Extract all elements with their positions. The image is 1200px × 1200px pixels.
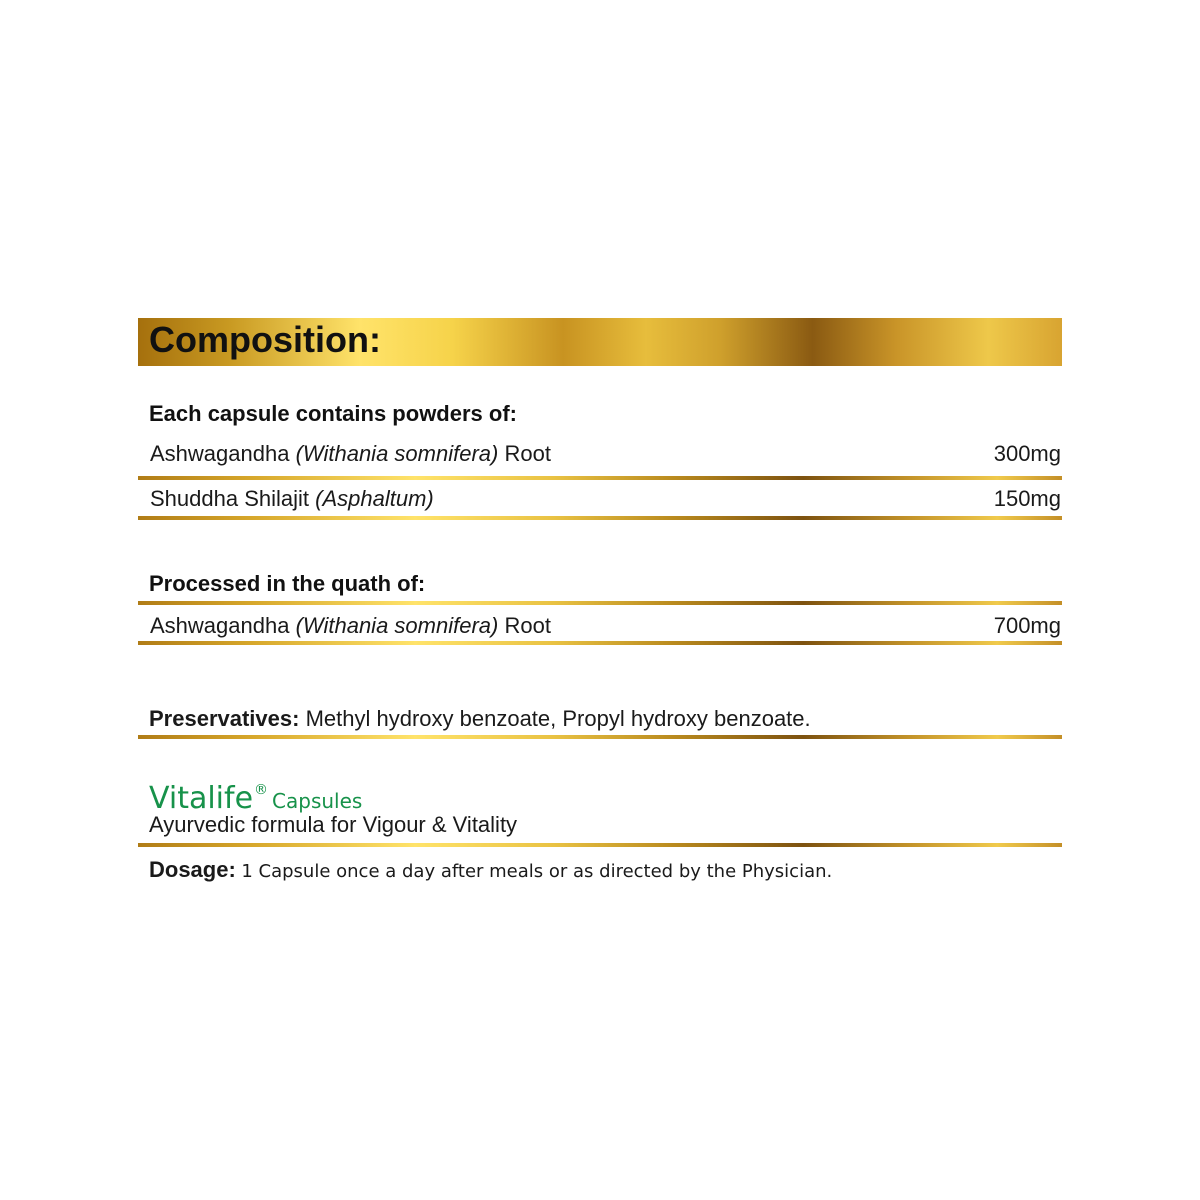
row-divider (138, 516, 1062, 520)
section-heading-powders: Each capsule contains powders of: (149, 401, 517, 426)
ingredient-latin-name: (Asphaltum) (315, 486, 434, 511)
ingredient-name: Ashwagandha (150, 441, 290, 466)
dosage-text: 1 Capsule once a day after meals or as directed by the Physician. (241, 861, 833, 882)
dosage-label: Dosage: (149, 857, 236, 882)
ingredient-row (138, 611, 1062, 641)
ingredient-part: Root (504, 613, 551, 638)
composition-title: Composition: (149, 319, 381, 360)
ingredient-name: Shuddha Shilajit (150, 486, 310, 511)
preservatives-line (149, 704, 811, 734)
ingredient-quantity: 300mg (993, 441, 1061, 466)
ingredient-row (138, 484, 1062, 514)
row-divider (138, 601, 1062, 605)
section-heading-quath: Processed in the quath of: (149, 571, 426, 596)
row-divider (138, 735, 1062, 739)
composition-header-band (138, 318, 1062, 366)
ingredient-row (138, 439, 1062, 469)
ingredient-name-text (150, 611, 551, 641)
row-divider (138, 843, 1062, 847)
ingredient-name: Ashwagandha (150, 613, 290, 638)
ingredient-latin-name: (Withania somnifera) (295, 613, 499, 638)
brand-tagline: Ayurvedic formula for Vigour & Vitality (149, 812, 518, 837)
ingredient-name-text (150, 439, 551, 469)
brand-product-type: Capsules (272, 789, 363, 813)
ingredient-latin-name: (Withania somnifera) (295, 441, 499, 466)
preservatives-text: Methyl hydroxy benzoate, Propyl hydroxy benzoate. (305, 706, 811, 731)
ingredient-name-text (150, 484, 434, 514)
row-divider (138, 641, 1062, 645)
registered-mark: ® (254, 782, 269, 798)
dosage-line (149, 855, 832, 887)
row-divider (138, 476, 1062, 480)
ingredient-part: Root (504, 441, 551, 466)
ingredient-quantity: 150mg (993, 486, 1061, 511)
preservatives-label: Preservatives: (149, 706, 300, 731)
ingredient-quantity: 700mg (993, 613, 1061, 638)
brand-name: Vitalife (149, 781, 254, 816)
